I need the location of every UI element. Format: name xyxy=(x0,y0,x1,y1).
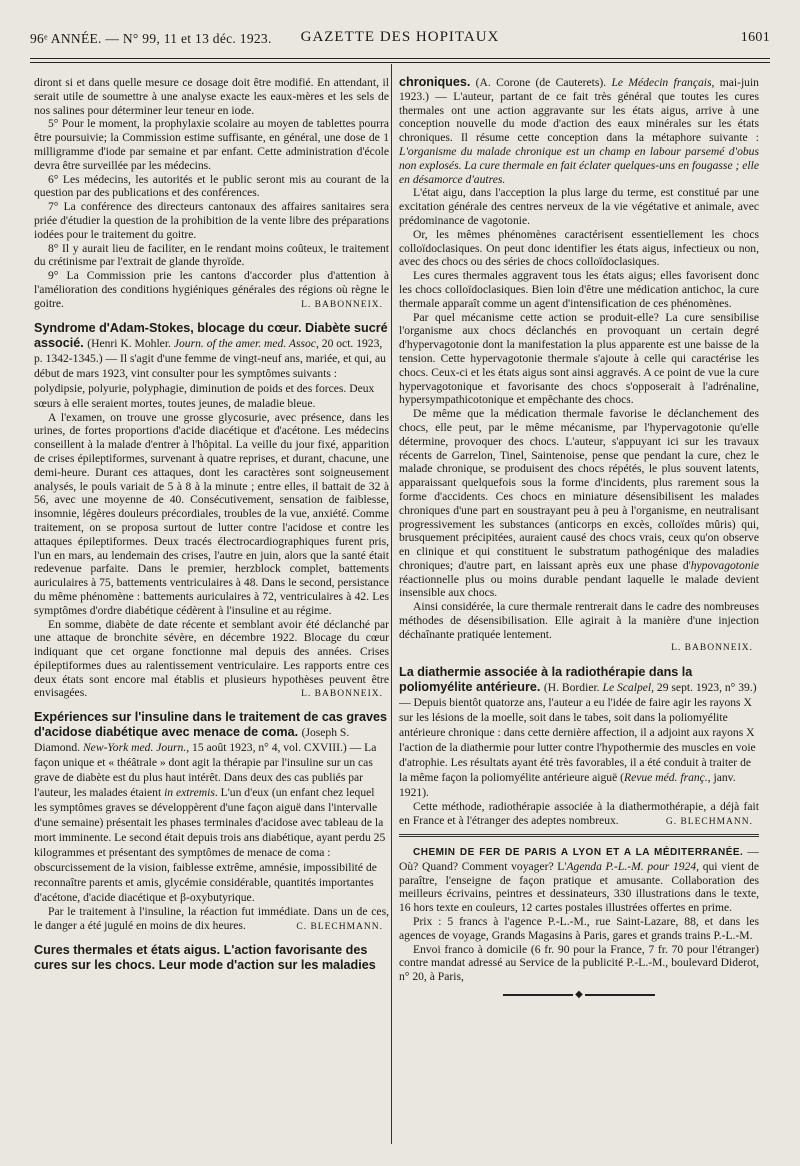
paragraph: Les cures thermales aggravent tous les états aigus; elles favorisent donc les chocs colloïdoclasiques. Bien loin d'être une médication antichoc, la cure thermale apparaît comme un agent d'intensification de ces phénomènes. xyxy=(399,269,759,310)
article-title: La diathermie associée à la radiothérapie dans la poliomyélite antérieure. (H. Bordier. Le Scalpel, 29 sept. 1923, n° 39.) — Depuis bientôt quatorze ans, l'auteur a eu l'idée de faire agir les rayons X sur les lésions de la moelle, soit dans le tabes, soit dans la poliomyélite antérieure chronique : dans cette dernière affection, il a adjoint aux rayons X l'action de la diathermie pour lutter contre l'hypothermie des muscles en voie d'atrophie. Les résultats ayant été très favorables, il a été conduit à traiter de la même façon la poliomyélite antérieure aiguë (Revue méd. franç., janv. 1921). xyxy=(399,665,757,800)
author-signature: L. BABONNEIX. xyxy=(301,299,383,310)
section-rule xyxy=(399,836,759,837)
author-signature: L. BABONNEIX. xyxy=(671,642,753,653)
journal-title: GAZETTE DES HOPITAUX xyxy=(300,29,500,45)
paragraph: A l'examen, on trouve une grosse glycosurie, avec présence, dans les urines, de fortes proportions d'acide diacétique et d'acétone. Les médecins conseillent à la malade d'entrer à l'hôpital. La veille du jour fixé, apparition de crises épileptiformes, survenant à quatre reprises, et durant, chacune, une demi-heure. Durant ces attaques, dont les caractères sont soigneusement analysés, le pouls variait de 5 à 8 à la minute ; entre elles, il battait de 32 à 56, avec une moyenne de 40. Consécutivement, sensation de faiblesse, insomnie, légères douleurs précordiales, troubles de la vue, anxiété. Comme traitement, on se proposa surtout de lutter contre l'acidose et contre les attaques épileptiformes. Deux tracés électrocardiographiques furent pris, l'un en mars, au lendemain des crises, l'autre en juin, alors que la santé était redevenue parfaite. Dans le premier, herzblock complet, battements auriculaires à 75, battements ventriculaires à 48. Dans le second, persistance du même phénomène : battements auriculaires à 72, ventriculaires à 42. Les symptômes d'ordre diabétique cédèrent à l'insuline et au régime. xyxy=(34,410,389,617)
issue-info: 96ᵉ ANNÉE. — N° 99, 11 et 13 déc. 1923. xyxy=(30,31,272,46)
paragraph: 9° La Commission prie les cantons d'accorder plus d'attention à l'amélioration des conditions hygiéniques générales des régions où règne le goitre. L. BABONNEIX. xyxy=(34,269,389,310)
paragraph: L'état aigu, dans l'acception la plus large du terme, est constitué par une excitation générale des centres nerveux de la vie végétative et animale, avec prédominance de vagotonie. xyxy=(399,186,759,227)
paragraph: Prix : 5 francs à l'agence P.-L.-M., rue Saint-Lazare, 88, et dans les agences de voyage, Grands Magasins à Paris, gares et grands trains P.-L.-M. xyxy=(399,915,759,942)
right-column xyxy=(399,76,759,1138)
article-title: Cures thermales et états aigus. L'action favorisante des cures sur les chocs. Leur mode d'action sur les maladies xyxy=(34,942,376,972)
header-rule-top xyxy=(30,58,770,59)
paragraph: Or, les mêmes phénomènes caractérisent essentiellement les chocs colloïdoclasiques. On peut donc identifier les états aigus, infectieux ou non, avec des chocs ou des séries de chocs colloïdoclasiques. xyxy=(399,227,759,269)
paragraph: diront si et dans quelle mesure ce dosage doit être modifié. En attendant, il serait utile de soumettre à une analyse exacte les eaux-mères et les sels de nos salines pour déterminer leur teneur en iode. xyxy=(34,76,389,117)
section-rule xyxy=(399,834,759,835)
paragraph: Ainsi considérée, la cure thermale rentrerait dans le cadre des nombreuses méthodes de désensibilisation. Elle agirait à la manière d'une injection déchaînante pratiquée lentement. xyxy=(399,600,759,641)
paragraph: Envoi franco à domicile (6 fr. 90 pour la France, 7 fr. 70 pour l'étranger) contre mandat adressé au Service de la publicité P.-L.-M., boulevard Diderot, n° 20, à Paris, xyxy=(399,942,759,984)
column-divider xyxy=(391,64,392,1144)
paragraph: Par quel mécanisme cette action se produit-elle? La cure sensibilise l'organisme aux chocs déclanchés en provoquant un certain degré d'hypervagotonie dont la manifestation la plus apparente est une baisse de la tension. Cette hypervagotonie thermale s'ajoute à celle qui caractérise les chocs. Ceux-ci et les états aigus sont ainsi aggravés. A ce point de vue la cure hypervagotonique et favorisante des chocs s'opposerait à l'adrénaline, hypersympathicotonique et empêchante des chocs. xyxy=(399,310,759,407)
author-signature: G. BLECHMANN. xyxy=(665,817,753,828)
paragraph: Cette méthode, radiothérapie associée à la diathermothérapie, a déjà fait en France et à l'étranger des adeptes nombreux. G. BLECHMANN. xyxy=(399,800,759,828)
paragraph: 5° Pour le moment, la prophylaxie scolaire au moyen de tablettes pourra être poursuivie; la Commission estime suffisante, en général, une dose de 1 milligramme d'iode par semaine et par enfant. Cette administration d'école devra être surveillée par les médecins. xyxy=(34,117,389,172)
paragraph: En somme, diabète de date récente et semblant avoir été déclanché par une attaque de bronchite sévère, en décembre 1922. Blocage du cœur indiquant que cet organe fonctionne mal depuis des années. Crises épileptiformes dues au ralentissement ventriculaire. Les rapports entre ces deux états sont encore mal établis et plusieurs hypothèses peuvent être envisagées. L. BABONNEIX. xyxy=(34,618,389,701)
header-rule-bottom xyxy=(30,62,770,63)
left-column xyxy=(34,76,389,1138)
ornament-divider: ◆ xyxy=(399,988,759,1002)
author-signature: L. BABONNEIX. xyxy=(301,689,383,700)
paragraph: 6° Les médecins, les autorités et le public seront mis au courant de la question par des publications et des conférences. xyxy=(34,172,389,200)
paragraph: De même que la médication thermale favorise le déclanchement des chocs, elle peut, par le même mécanisme, par l'hypervagotonie qu'elle détermine, provoquer des chocs. L'auteur, s'appuyant ici sur les travaux récents de Garrelon, Tinel, Saintenoise, pense que pendant la cure, chez le malade chronique, se produisent des chocs répétés, le plus souvent latents, apparaissant quelquefois sous la forme d'incidents, plus rarement sous la forme d'accidents. Ces chocs en miniature désensibilisent les malades chroniques d'une part en soustrayant peu à peu à l'organisme, en neutralisant progressivement les substances (anticorps en excès, colloïdes mûris) qui, brusquement précipitées, auraient causé des chocs vrais, ceux qu'on observe en clinique et qui constituent le substratum pathogénique des maladies chroniques; d'autre part, en laissant après eux une phase d'hypovagotonie réactionnelle plus ou moins durable pendant laquelle le malade devient insensible aux chocs. xyxy=(399,407,759,600)
article-title: Syndrome d'Adam-Stokes, blocage du cœur. Diabète sucré associé. (Henri K. Mohler. Journ. of the amer. med. Assoc, 20 oct. 1923, p. 1342-1345.) — Il s'agit d'une femme de vingt-neuf ans, mariée, et qui, au début de mars 1923, vint consulter pour les symptômes suivants : polydipsie, polyurie, polyphagie, diminution de poids et des forces. Deux sœurs à elle seraient mortes, toutes jeunes, de maladie bleue. xyxy=(34,320,388,410)
advertisement: CHEMIN DE FER DE PARIS A LYON ET A LA MÉDITERRANÉE. — Où? Quand? Comment voyager? L'Agenda P.-L.-M. pour 1924, qui vient de paraître, l'enseigne de façon pratique et amusante. Collaboration des meilleurs écrivains, peintres et dessinateurs, 330 illustrations dans le texte, 16 hors texte en couleurs, 12 cartes postales illustrées offertes en prime. xyxy=(399,845,759,915)
page-number: 1601 xyxy=(740,30,770,45)
paragraph: 8° Il y aurait lieu de faciliter, en le rendant moins coûteux, le traitement du crétinisme par l'extrait de glande thyroïde. xyxy=(34,241,389,269)
article-title: Expériences sur l'insuline dans le traitement de cas graves d'acidose diabétique avec menace de coma. (Joseph S. Diamond. New-York med. Journ., 15 août 1923, n° 4, vol. CXVIII.) — La façon unique et « théâtrale » dont agit la thérapie par l'insuline sur un cas grave de diabète est du plus haut intérêt. Dans deux des cas publiés par l'auteur, les malades étaient in extremis. L'un d'eux (un enfant chez lequel les symptômes graves se développèrent d'une façon aiguë dans l'intervalle d'une semaine) présentait les phases terminales d'acidose avec tableau de la mort imminente. Le second était depuis trois ans diabétique, ayant perdu 25 kilogrammes et présentant des symptômes de menace de coma : obscurcissement de la vision, faiblesse extrême, amnésie, impossibilité de reconnaître parents et amis, glycémie considérable, quantités importantes d'acétone, d'acide diacétique et β-oxybutyrique. xyxy=(34,710,387,905)
paragraph: chroniques. (A. Corone (de Cauterets). Le Médecin français, mai-juin 1923.) — L'auteur, partant de ce fait très général que toutes les cures thermales ont une action aggravante sur les états aigus, arrive à une conception nouvelle du mode d'action des eaux minérales sur les états chroniques. Il résume cette conception dans la métaphore suivante : L'organisme du malade chronique est un champ en labour parsemé d'obus non explosés. La cure thermale en fait éclater quelques-uns en fougasse ; elle en désamorce d'autres. xyxy=(399,76,759,186)
paragraph: Par le traitement à l'insuline, la réaction fut immédiate. Dans un de ces, le danger a été jugulé en moins de dix heures. C. BLECHMANN. xyxy=(34,905,389,933)
page-header xyxy=(30,27,770,49)
paragraph: 7° La conférence des directeurs cantonaux des affaires sanitaires sera priée d'étudier la question de la prohibition de la vente libre des préparations iodées pour le traitement du goitre. xyxy=(34,200,389,241)
author-signature: C. BLECHMANN. xyxy=(296,922,383,933)
